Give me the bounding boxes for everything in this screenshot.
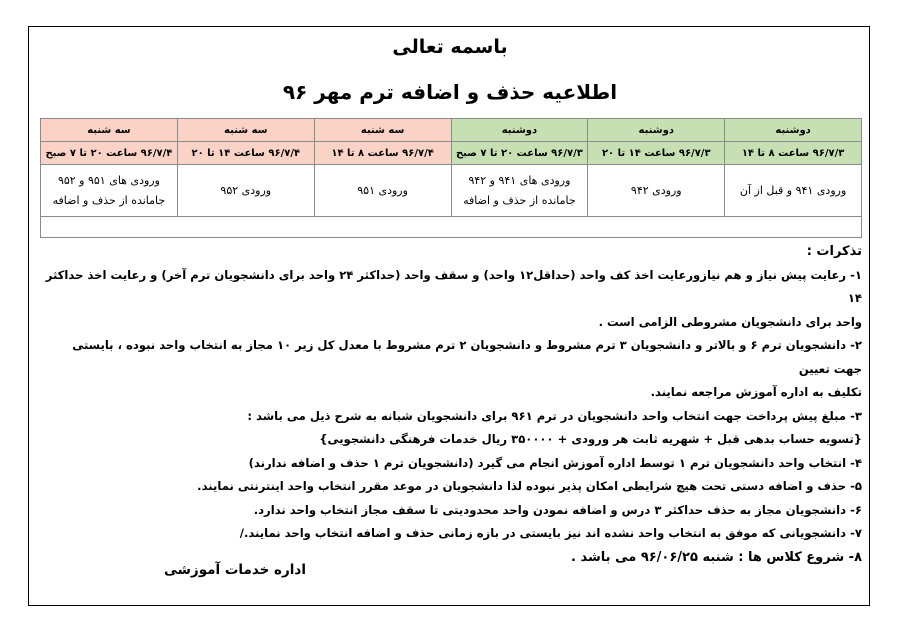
time-cell: ۹۶/۷/۳ ساعت ۲۰ تا ۷ صبح — [451, 142, 588, 165]
time-cell: ۹۶/۷/۳ ساعت ۸ تا ۱۴ — [725, 142, 862, 165]
day-cell: دوشنبه — [451, 119, 588, 142]
note-1-line-1: ۱- رعایت پیش نیاز و هم نیازورعایت اخذ کف واحد (حداقل۱۲ واحد) و سقف واحد (حداکثر ۲۴ واحد برای دانشجویان ترم آخر) و رعایت اخذ حداکثر ۱۴ — [45, 267, 862, 305]
group-cell — [451, 165, 588, 217]
time-cell: ۹۶/۷/۴ ساعت ۲۰ تا ۷ صبح — [41, 142, 178, 165]
signature: اداره خدمات آموزشی — [163, 562, 306, 578]
note-8: ۸- شروع کلاس ها : شنبه ۹۶/۰۶/۲۵ می باشد . — [571, 549, 862, 565]
notes-section — [42, 240, 862, 569]
time-cell: ۹۶/۷/۴ ساعت ۱۴ تا ۲۰ — [177, 142, 314, 165]
day-cell: سه شنبه — [314, 119, 451, 142]
note-6: ۶- دانشجویان مجاز به حذف حداکثر ۳ درس و اضافه نمودن واحد محدودیتی تا سقف مجاز انتخاب واحد ندارد. — [253, 502, 862, 517]
group-cell — [314, 165, 451, 217]
schedule-groups-row — [41, 165, 862, 217]
group-line: ورودی ۹۵۲ — [220, 183, 272, 197]
group-cell — [41, 165, 178, 217]
group-cell — [725, 165, 862, 217]
note-1-line-2: واحد برای دانشجویان مشروطی الزامی است . — [598, 314, 862, 329]
group-line: ورودی ۹۴۲ — [630, 183, 682, 197]
group-line: جامانده از حذف و اضافه — [463, 193, 576, 207]
note-2-line-1: ۲- دانشجویان ترم ۶ و بالاتر و دانشجویان ۳ ترم مشروط و دانشجویان ۲ ترم مشروط با معدل کل زیر ۱۰ مجاز به انتخاب واحد نبوده ، بایستی جهت تعیین — [72, 338, 862, 376]
group-cell — [588, 165, 725, 217]
schedule-empty-row — [41, 217, 862, 238]
group-line: جامانده از حذف و اضافه — [52, 193, 166, 207]
time-cell: ۹۶/۷/۳ ساعت ۱۴ تا ۲۰ — [588, 142, 725, 165]
schedule-table — [40, 118, 862, 238]
note-2-line-2: تکلیف به اداره آموزش مراجعه نمایند. — [650, 385, 862, 399]
group-cell — [177, 165, 314, 217]
group-line: ورودی های ۹۴۱ و ۹۴۲ — [468, 173, 571, 187]
page-title: اطلاعیه حذف و اضافه ترم مهر ۹۶ — [282, 80, 618, 104]
day-cell: دوشنبه — [725, 119, 862, 142]
day-cell: سه شنبه — [41, 119, 178, 142]
schedule-times-row — [41, 142, 862, 165]
invocation-heading: باسمه تعالی — [392, 36, 508, 58]
schedule-days-row — [41, 119, 862, 142]
day-cell: دوشنبه — [588, 119, 725, 142]
group-line: ورودی ۹۴۱ و قبل از آن — [739, 183, 847, 197]
note-4: ۴- انتخاب واحد دانشجویان ترم ۱ توسط اداره آموزش انجام می گیرد (دانشجویان ترم ۱ حذف و اضافه ندارند) — [248, 455, 862, 470]
time-cell: ۹۶/۷/۴ ساعت ۸ تا ۱۴ — [314, 142, 451, 165]
group-line: ورودی ۹۵۱ — [357, 183, 408, 197]
note-7: ۷- دانشجویانی که موفق به انتخاب واحد نشده اند نیز بایستی در بازه زمانی حذف و اضافه انتخاب واحد نمایند./ — [239, 526, 862, 540]
note-3-line-1: ۳- مبلغ پیش پرداخت جهت انتخاب واحد دانشجویان در ترم ۹۶۱ برای دانشجویان شبانه به شرح ذیل می باشد : — [247, 408, 862, 423]
note-3-line-2: {تسویه حساب بدهی قبل + شهریه ثابت هر ورودی + ۳۵۰۰۰۰ ریال خدمات فرهنگی دانشجویی} — [319, 432, 862, 446]
empty-cell — [41, 217, 862, 238]
group-line: ورودی های ۹۵۱ و ۹۵۲ — [57, 173, 160, 187]
notes-title: تذکرات : — [806, 244, 862, 259]
day-cell: سه شنبه — [177, 119, 314, 142]
note-5: ۵- حذف و اضافه دستی تحت هیچ شرایطی امکان پذیر نبوده لذا دانشجویان در موعد مقرر انتخاب واحد اینترنتی نمایند. — [197, 479, 862, 493]
